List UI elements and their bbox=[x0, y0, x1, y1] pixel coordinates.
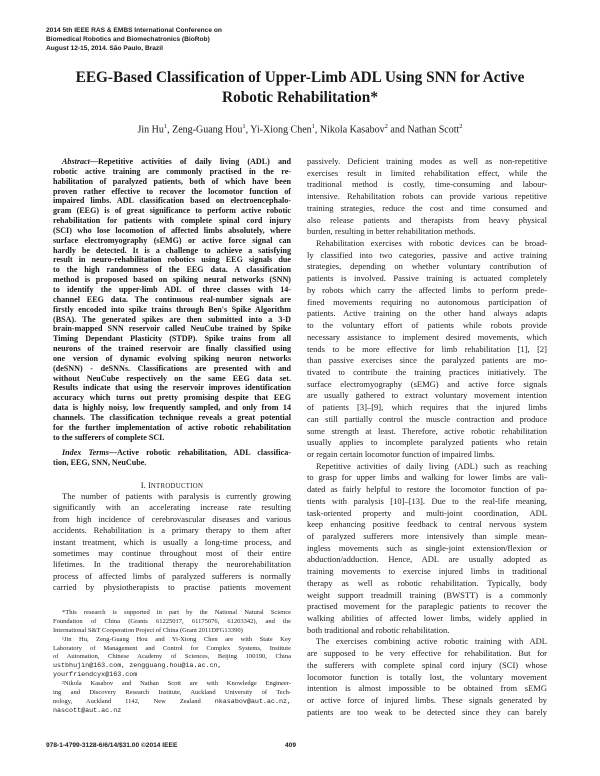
text-line bbox=[307, 590, 547, 602]
author-affiliation-mark: 1 bbox=[311, 123, 315, 130]
line-text: instant treatment, which is usually a long-time process, and bbox=[53, 536, 291, 547]
text-line bbox=[53, 187, 291, 197]
line-text: surface electromyography (sEMG) or active force signal can bbox=[53, 235, 291, 245]
text-line bbox=[53, 157, 291, 167]
line-text: fined movements requiring no autonomous participation of bbox=[307, 296, 547, 307]
text-line bbox=[307, 390, 547, 402]
text-line bbox=[307, 683, 547, 695]
line-text: the sufferers with complete spinal cord injury (SCI) whose bbox=[307, 659, 547, 670]
text-line bbox=[53, 236, 291, 246]
line-text: patients. Active training on the other hand always adapts bbox=[307, 308, 547, 319]
text-line bbox=[307, 320, 547, 332]
line-text: impaired limbs. ADL classification based on electroencephalo- bbox=[53, 196, 291, 206]
line-text: surface electromyography (sEMG) and active force signals bbox=[307, 378, 547, 389]
line-text: Results indicate that using the reservoir improves identification bbox=[53, 383, 291, 393]
text-line bbox=[307, 250, 547, 262]
page-number: 409 bbox=[285, 742, 297, 749]
paragraph bbox=[307, 461, 547, 637]
author-affiliation-mark: 2 bbox=[384, 123, 388, 130]
email-address: nkasabov@aut.ac.nz, bbox=[214, 697, 291, 706]
footnote-text: ²Nikola Kasabov and Nathan Scott are with Knowledge Engineer- bbox=[62, 680, 291, 688]
text-line bbox=[53, 559, 291, 570]
text-line bbox=[307, 355, 547, 367]
paper-title bbox=[0, 68, 600, 108]
footnote-line bbox=[53, 609, 291, 618]
author-separator: , bbox=[167, 124, 173, 136]
line-text: ingless movements such as single-joint extension/flexion or bbox=[307, 542, 547, 553]
line-text: some strength at least. Therefore, active robotic rehabilitation bbox=[307, 425, 547, 436]
footnote-line bbox=[53, 645, 291, 654]
line-text: (BSA). The generated spikes are then submitted into a 3-D bbox=[53, 314, 291, 324]
footnote-line bbox=[53, 618, 291, 627]
line-text: than passive exercises since the paralyzed patients are mo- bbox=[307, 355, 547, 366]
line-text: of patients [3]–[9], which requires that the injured limbs bbox=[307, 402, 547, 413]
text-line bbox=[307, 543, 547, 555]
footnote-text: Foundation of China (Grants 61225017, 61175076, 61203342), and the bbox=[53, 617, 291, 625]
text-line bbox=[53, 334, 291, 344]
text-line bbox=[307, 601, 547, 613]
text-line bbox=[53, 167, 291, 177]
line-text: sometimes may continue throughout most of their entire bbox=[53, 547, 291, 558]
text-line bbox=[307, 379, 547, 391]
line-text: task-oriented property and multi-joint coordination, ADL bbox=[307, 507, 547, 518]
text-line bbox=[307, 472, 547, 484]
text-line bbox=[307, 554, 547, 566]
line-text: —Active robotic rehabilitation, ADL classifica- bbox=[108, 448, 291, 457]
line-text: are usually gathered to extract voluntary movement intention bbox=[307, 390, 547, 401]
text-line bbox=[53, 403, 291, 413]
line-text: Repetitive activities of daily living (ADL) such as reaching bbox=[316, 460, 547, 471]
line-text: robotic active training are commonly practised in the re- bbox=[53, 166, 291, 176]
line-text: rehabilitation for patients with complete spinal cord injury bbox=[53, 216, 291, 226]
text-line bbox=[53, 393, 291, 403]
paragraph bbox=[307, 156, 547, 238]
text-line bbox=[53, 344, 291, 354]
footnote-line bbox=[53, 636, 291, 645]
footnote-line bbox=[53, 627, 291, 636]
abstract bbox=[53, 157, 291, 442]
line-text: accidents. Rehabilitation is a primary therapy to them after bbox=[53, 525, 291, 536]
text-line bbox=[307, 414, 547, 426]
introduction-left-column bbox=[53, 491, 291, 594]
text-line bbox=[307, 179, 547, 191]
text-line bbox=[307, 566, 547, 578]
line-text: training strategies, reduce the cost and time consumed and bbox=[307, 202, 547, 213]
text-line bbox=[53, 265, 291, 275]
line-text: significantly with an accelerating increase rate resulting bbox=[53, 502, 291, 513]
line-text: accuracy which turns out pretty promising despite that EEG bbox=[53, 393, 291, 403]
line-text: or regain certain locomotor function of impaired limbs. bbox=[307, 448, 495, 459]
author-name: Nathan Scott bbox=[407, 124, 460, 136]
text-line bbox=[307, 660, 547, 672]
text-line bbox=[53, 354, 291, 364]
line-text: traditional method is costly, time-consuming and labour- bbox=[307, 179, 547, 190]
title-line: EEG-Based Classification of Upper-Limb ADL Using SNN for Active bbox=[75, 69, 525, 86]
text-line bbox=[307, 226, 547, 238]
line-text: usually applies to incomplete paralyzed patients who retain bbox=[307, 437, 547, 448]
text-line bbox=[307, 613, 547, 625]
line-text: intensive. Rehabilitation robots can provide various repetitive bbox=[307, 191, 547, 202]
line-text: proven rather effective to recover the locomotor function of bbox=[53, 186, 291, 196]
section-number: I. bbox=[140, 480, 148, 490]
text-line bbox=[53, 514, 291, 525]
line-text: hardly be detected. It is a challenge to achieve a satisfying bbox=[53, 245, 291, 255]
text-line bbox=[307, 402, 547, 414]
line-text: brain-mapped SNN reservoir called NeuCube trained by Spike bbox=[53, 324, 291, 334]
section-heading-introduction bbox=[53, 480, 291, 490]
footnote-line bbox=[53, 662, 291, 671]
line-text: one version of dynamic evolving spiking neuron networks bbox=[53, 353, 291, 363]
text-line bbox=[53, 305, 291, 315]
line-text: practised movement for the paraplegic patients to recover the bbox=[307, 601, 547, 612]
text-line bbox=[53, 285, 291, 295]
author-name: Yi-Xiong Chen bbox=[250, 124, 312, 136]
conference-line: August 12-15, 2014. São Paulo, Brazil bbox=[46, 45, 163, 52]
text-line bbox=[307, 461, 547, 473]
author-separator: , bbox=[245, 124, 251, 136]
line-text: strategies, depending on whether voluntary contribution of bbox=[307, 261, 547, 272]
line-text: locomotor function is totally lost, the voluntary movement bbox=[307, 671, 547, 682]
author-affiliation-mark: 1 bbox=[163, 123, 168, 130]
line-text: channel EEG data. The continuous real-number signals are bbox=[53, 294, 291, 304]
introduction-right-column bbox=[307, 156, 547, 719]
text-line bbox=[307, 344, 547, 356]
text-line bbox=[307, 636, 547, 648]
line-text: lifetimes. In the traditional therapy the neurorehabilitation bbox=[53, 559, 291, 570]
line-text: can still partially control the muscle contraction and produce bbox=[307, 413, 547, 424]
line-text: (SCI) who lose locomotion of affected limbs absolutely, where bbox=[53, 225, 291, 235]
section-title-initial: I bbox=[147, 480, 151, 490]
text-line bbox=[53, 206, 291, 216]
text-line bbox=[307, 496, 547, 508]
line-text: habilitation of paralyzed patients, both of which have been bbox=[53, 176, 291, 186]
line-text: patients is involved. Passive training is actuated completely bbox=[307, 273, 547, 284]
text-line bbox=[53, 448, 291, 458]
author-separator: and bbox=[387, 124, 408, 136]
text-line bbox=[307, 707, 547, 719]
text-line bbox=[307, 578, 547, 590]
conference-header bbox=[46, 26, 222, 53]
line-text: dated as fairly helpful to restore the locomotor function of pa- bbox=[307, 484, 547, 495]
line-text: carried by physiotherapists to practise patients movement bbox=[53, 582, 291, 593]
footnote-line bbox=[53, 653, 291, 662]
text-line bbox=[53, 537, 291, 548]
text-line bbox=[307, 297, 547, 309]
line-text: process of affected limbs of paralyzed sufferers is normally bbox=[53, 570, 291, 581]
paragraph bbox=[307, 238, 547, 461]
text-line bbox=[307, 695, 547, 707]
text-line bbox=[53, 433, 291, 443]
text-line bbox=[307, 203, 547, 215]
footnote-text: nology, Auckland 1142, New Zealand bbox=[53, 697, 215, 705]
text-line bbox=[307, 449, 547, 461]
email-address: ustbhujin@163.com, zengguang.hou@ia.ac.cn, bbox=[53, 662, 222, 671]
text-line bbox=[307, 238, 547, 250]
footnote-line bbox=[53, 671, 291, 680]
line-text: weight support treadmill training (BWSTT) is a commonly bbox=[307, 589, 547, 600]
text-line bbox=[307, 156, 547, 168]
text-line bbox=[53, 324, 291, 334]
text-line bbox=[53, 582, 291, 593]
line-text: to identify the upper-limb ADL of three classes with 14- bbox=[53, 284, 291, 294]
footnote-line bbox=[53, 698, 291, 707]
conference-line: Biomedical Robotics and Biomechatronics (BioRob) bbox=[46, 36, 210, 43]
line-text: abduction/adduction. Hence, ADL are usually adopted as bbox=[307, 554, 547, 565]
footnote-text: International S&T Cooperation Project of China (Grant 2011DFG13390) bbox=[53, 626, 243, 634]
text-line bbox=[53, 177, 291, 187]
email-address: yourfriendcyx@163.com bbox=[53, 671, 138, 680]
line-text: are supposed to be very effective for rehabilitation. But for bbox=[307, 648, 547, 659]
line-text: or active force of injured limbs. These signals generated by bbox=[307, 695, 547, 706]
text-line bbox=[307, 215, 547, 227]
text-line bbox=[307, 367, 547, 379]
text-line bbox=[53, 226, 291, 236]
line-text: also release patients and therapists from heavy physical bbox=[307, 214, 547, 225]
line-text: tends to be more effective for limb rehabilitation [1], [2] bbox=[307, 343, 547, 354]
line-text: method is proposed based on spiking neural networks (SNN) bbox=[53, 275, 291, 285]
line-text: walking abilities of affected lower limbs, widely applied in bbox=[307, 613, 547, 624]
email-address: nascott@aut.ac.nz bbox=[53, 706, 122, 715]
line-text: to the high randomness of the EEG data. A classification bbox=[53, 265, 291, 275]
line-text: for the further implementation of active robotic rehabilitation bbox=[53, 422, 291, 432]
line-text: without NeuCube respectively on the same EEG data set. bbox=[53, 373, 291, 383]
footnote-line bbox=[53, 689, 291, 698]
text-line bbox=[53, 458, 291, 468]
text-line bbox=[307, 168, 547, 180]
line-text: data is highly noisy, low frequently sampled, and only from 14 bbox=[53, 403, 291, 413]
line-text: gram (EEG) is of great significance to perform active robotic bbox=[53, 206, 291, 216]
text-line bbox=[53, 246, 291, 256]
line-text: The number of patients with paralysis is currently growing bbox=[62, 491, 291, 501]
text-line bbox=[53, 383, 291, 393]
text-line bbox=[53, 216, 291, 226]
line-text: intention is almost impossible to be obtained from sEMG bbox=[307, 683, 547, 694]
line-text: patients are too weak to be detected since they can barely bbox=[307, 706, 547, 717]
line-text: tients with paralysis [10]–[13]. Due to the real-life meaning, bbox=[307, 495, 547, 506]
line-text: therapy as well as robotic rehabilitation. Typically, body bbox=[307, 577, 547, 588]
line-text: to the sufferers of complete SCI. bbox=[53, 432, 165, 442]
line-text: burden, resulting in better rehabilitation methods. bbox=[307, 226, 476, 237]
author-affiliation-mark: 1 bbox=[242, 123, 246, 130]
text-line bbox=[53, 196, 291, 206]
text-line bbox=[307, 308, 547, 320]
text-line bbox=[53, 275, 291, 285]
text-line bbox=[53, 423, 291, 433]
line-text: tivated to contribute the training practices initiatively. The bbox=[307, 366, 547, 377]
line-text: to grasp for upper limbs and walking for lower limbs are vali- bbox=[307, 472, 547, 483]
footnote-text: *This research is supported in part by the National Natural Science bbox=[62, 609, 291, 616]
line-text: both traditional and robotic rehabilitation. bbox=[307, 624, 450, 635]
text-line bbox=[307, 484, 547, 496]
line-text: The exercises combining active robotic training with ADL bbox=[316, 636, 547, 647]
text-line bbox=[53, 571, 291, 582]
line-text: from high incidence of cerebrovascular diseases and various bbox=[53, 513, 291, 524]
author-name: Jin Hu bbox=[137, 124, 164, 136]
line-text: Timing Dependant Plasticity (STDP). Spike trains from all bbox=[53, 334, 291, 344]
text-line bbox=[307, 508, 547, 520]
author-separator: , bbox=[314, 124, 320, 136]
paragraph bbox=[307, 636, 547, 718]
text-line bbox=[307, 273, 547, 285]
line-text: to the voluntary effort of patients while robots provide bbox=[307, 320, 547, 331]
text-line bbox=[53, 502, 291, 513]
line-text: passively. Deficient training modes as well as non-repetitive bbox=[307, 156, 547, 166]
text-line bbox=[307, 625, 547, 637]
line-text: (deSNN) - deSNNs. Classifications are presented with and bbox=[53, 363, 291, 373]
line-text: of paralyzed sufferers more intensively than simple mean- bbox=[307, 531, 547, 541]
section-title-rest: NTRODUCTION bbox=[150, 483, 204, 490]
text-line bbox=[307, 426, 547, 438]
footnote-text: Laboratory of Management and Control for Complex Systems, Institute bbox=[53, 644, 291, 652]
text-line bbox=[307, 519, 547, 531]
text-line bbox=[53, 525, 291, 536]
text-line bbox=[307, 261, 547, 273]
line-text: neurons of the trained reservoir are finally classified using bbox=[53, 344, 291, 354]
index-terms bbox=[53, 448, 291, 468]
text-line bbox=[53, 295, 291, 305]
text-line bbox=[307, 648, 547, 660]
footnote-line bbox=[53, 707, 291, 716]
footer-isbn: 978-1-4799-3128-6/6/14/$31.00 ©2014 IEEE bbox=[46, 742, 178, 749]
line-text: by robots which carry the affected limbs to perform prede- bbox=[307, 284, 547, 295]
footnote-line bbox=[53, 680, 291, 689]
line-text: result in neuro-rehabilitation robotics using EEG signals due bbox=[53, 255, 291, 265]
text-line bbox=[307, 437, 547, 449]
line-text: channels. The classification technique reveals a great potential bbox=[53, 412, 291, 422]
text-line bbox=[307, 531, 547, 543]
text-line bbox=[307, 332, 547, 344]
text-line bbox=[307, 191, 547, 203]
author-name: Nikola Kasabov bbox=[319, 124, 385, 136]
footnote-text: ¹Jin Hu, Zeng-Guang Hou and Yi-Xiong Chen are with State Key bbox=[62, 635, 291, 643]
line-text: —Repetitive activities of daily living (ADL) and bbox=[89, 157, 291, 166]
footnote-text: of Automation, Chinese Academy of Sciences, Beijing 100190, China bbox=[53, 653, 291, 661]
line-text: keep enhancing positive feedback to central nervous system bbox=[307, 519, 547, 530]
line-text: tion, EEG, SNN, NeuCube. bbox=[53, 458, 147, 467]
text-line bbox=[53, 315, 291, 325]
author-affiliation-mark: 2 bbox=[459, 123, 463, 130]
line-text: exercises result in limited rehabilitation effect, while the bbox=[307, 167, 547, 178]
footnotes bbox=[53, 609, 291, 716]
text-line bbox=[53, 364, 291, 374]
line-text: necessary assistance to implement desired movements, which bbox=[307, 331, 547, 342]
line-text: Rehabilitation exercises with robotic devices can be broad- bbox=[316, 238, 547, 249]
author-name: Zeng-Guang Hou bbox=[172, 124, 243, 136]
abstract-label: Abstract bbox=[62, 157, 90, 166]
line-text: ly classified into two categories, passive and active training bbox=[307, 249, 547, 260]
text-line bbox=[53, 548, 291, 559]
index-terms-label: Index Terms bbox=[62, 448, 109, 457]
text-line bbox=[53, 491, 291, 502]
text-line bbox=[53, 413, 291, 423]
line-text: training movements to exercise injured limbs in traditional bbox=[307, 566, 547, 577]
text-line bbox=[53, 255, 291, 265]
footnote-text: ing and Discovery Research Institute, Auckland University of Tech- bbox=[53, 689, 291, 697]
line-text: firstly encoded into spike trains through Ben's Spike Algorithm bbox=[53, 304, 291, 314]
author-list bbox=[0, 121, 600, 136]
text-line bbox=[307, 285, 547, 297]
conference-line: 2014 5th IEEE RAS & EMBS International Conference on bbox=[46, 27, 222, 34]
text-line bbox=[53, 374, 291, 384]
text-line bbox=[307, 672, 547, 684]
title-line: Robotic Rehabilitation* bbox=[222, 89, 378, 106]
